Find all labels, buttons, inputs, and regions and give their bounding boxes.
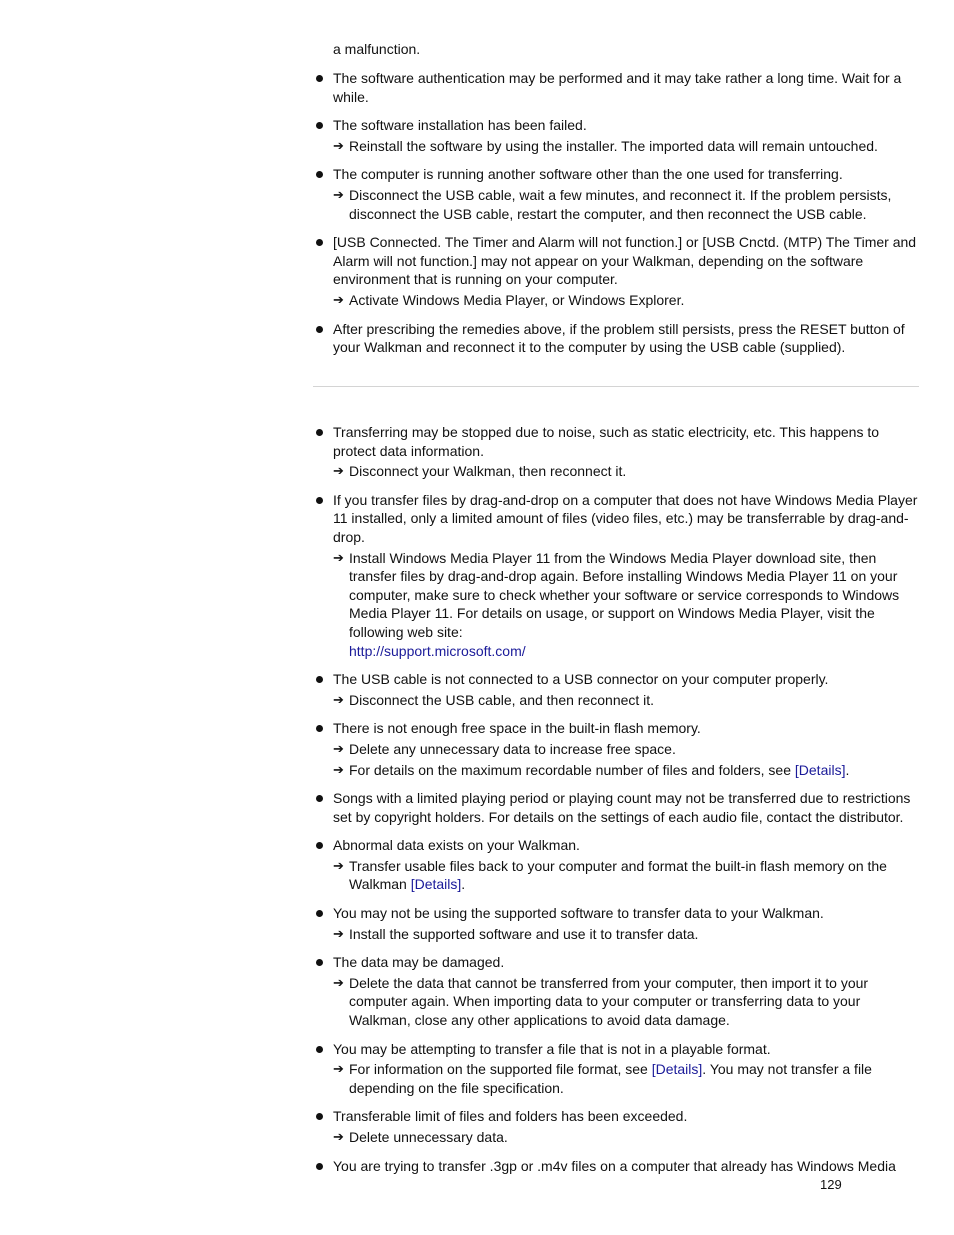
item-text: The computer is running another software other than the one used for transferring. bbox=[333, 166, 843, 183]
item-text: Abnormal data exists on your Walkman. bbox=[333, 837, 580, 854]
remedy-text: Disconnect your Walkman, then reconnect it. bbox=[349, 463, 627, 480]
remedy-text-after: . bbox=[845, 761, 850, 778]
list-item bbox=[313, 836, 919, 894]
section-transfer-problems bbox=[313, 423, 919, 1185]
remedy-text: Transfer usable files back to your computer and format the built-in flash memory on the Walkman bbox=[349, 857, 887, 893]
list-item bbox=[313, 69, 919, 106]
bullet-icon bbox=[316, 239, 323, 246]
remedy-text: Reinstall the software by using the installer. The imported data will remain untouched. bbox=[349, 137, 878, 154]
remedy-item bbox=[333, 761, 919, 780]
remedy-item bbox=[333, 1060, 919, 1097]
details-link[interactable]: [Details] bbox=[794, 761, 846, 778]
remedy-item bbox=[333, 1128, 919, 1147]
remedy-item bbox=[333, 462, 919, 481]
list-item bbox=[313, 320, 919, 357]
bullet-icon bbox=[316, 959, 323, 966]
bullet-icon bbox=[316, 429, 323, 436]
remedy-text-after: . bbox=[461, 876, 466, 893]
remedy-text: Delete any unnecessary data to increase free space. bbox=[349, 740, 676, 757]
remedy-item bbox=[333, 137, 919, 156]
bullet-icon bbox=[316, 122, 323, 129]
bullet-icon bbox=[316, 1113, 323, 1120]
list-item bbox=[313, 116, 919, 155]
troubleshooting-list bbox=[313, 423, 919, 1175]
bullet-icon bbox=[316, 795, 323, 802]
list-item bbox=[313, 1157, 919, 1176]
list-item bbox=[313, 165, 919, 223]
page-number: 129 bbox=[820, 1177, 842, 1192]
bullet-icon bbox=[316, 326, 323, 333]
remedy-text: Install Windows Media Player 11 from the Windows Media Player download site, then transfer files by drag-and-drop again. Before installing Windows Media Player 11 on your computer, make sure to check whether your software or service corresponds to Windows Media Player 11. For details on usage, or support on Windows Media Player, visit the following web site: bbox=[349, 549, 900, 640]
list-item bbox=[313, 233, 919, 309]
arrow-right-icon: ➔ bbox=[333, 691, 344, 707]
arrow-right-icon: ➔ bbox=[333, 186, 344, 202]
troubleshooting-list bbox=[313, 69, 919, 357]
remedy-text: Delete the data that cannot be transferred from your computer, then import it to your computer again. When importing data to your computer or transferring data to your Walkman, close any other applications to avoid data damage. bbox=[349, 974, 869, 1029]
remedy-item bbox=[333, 857, 919, 894]
bullet-icon bbox=[316, 75, 323, 82]
item-text: Transferable limit of files and folders has been exceeded. bbox=[333, 1108, 688, 1125]
list-item bbox=[313, 423, 919, 481]
arrow-right-icon: ➔ bbox=[333, 1129, 344, 1144]
item-text: The data may be damaged. bbox=[333, 954, 505, 971]
section-usb-connection bbox=[313, 69, 919, 367]
arrow-right-icon: ➔ bbox=[333, 1061, 344, 1077]
remedy-text: Activate Windows Media Player, or Windows Explorer. bbox=[349, 291, 685, 308]
list-item bbox=[313, 1040, 919, 1098]
bullet-icon bbox=[316, 497, 323, 504]
list-item bbox=[313, 719, 919, 779]
item-text: Transferring may be stopped due to noise, such as static electricity, etc. This happens to protect data information. bbox=[333, 424, 880, 459]
remedy-text: Disconnect the USB cable, and then reconnect it. bbox=[349, 691, 655, 708]
bullet-icon bbox=[316, 1046, 323, 1053]
remedy-text: Install the supported software and use it to transfer data. bbox=[349, 925, 699, 942]
arrow-right-icon: ➔ bbox=[333, 291, 344, 307]
item-text: You may not be using the supported software to transfer data to your Walkman. bbox=[333, 905, 824, 922]
continuation-text: a malfunction. bbox=[333, 41, 421, 57]
remedy-text-after: . You may not transfer a file depending on the file specification. bbox=[349, 1061, 872, 1096]
list-item bbox=[313, 904, 919, 943]
remedy-item bbox=[333, 549, 919, 661]
arrow-right-icon: ➔ bbox=[333, 925, 344, 941]
section-divider bbox=[313, 386, 919, 387]
item-text: [USB Connected. The Timer and Alarm will not function.] or [USB Cnctd. (MTP) The Timer and Alarm will not function.] may not appear on your Walkman, depending on the software environment that is running on your computer. bbox=[333, 234, 917, 288]
details-link[interactable]: [Details] bbox=[410, 876, 462, 893]
arrow-right-icon: ➔ bbox=[333, 463, 344, 479]
remedy-item bbox=[333, 740, 919, 759]
arrow-right-icon: ➔ bbox=[333, 974, 344, 990]
list-item bbox=[313, 491, 919, 660]
remedy-text: Disconnect the USB cable, wait a few minutes, and reconnect it. If the problem persists, disconnect the USB cable, restart the computer, and then reconnect the USB cable. bbox=[349, 186, 892, 222]
bullet-icon bbox=[316, 171, 323, 178]
item-text: The USB cable is not connected to a USB connector on your computer properly. bbox=[333, 671, 829, 688]
item-text: The software installation has been failed. bbox=[333, 117, 587, 134]
arrow-right-icon: ➔ bbox=[333, 137, 344, 153]
remedy-item bbox=[333, 925, 919, 944]
arrow-right-icon: ➔ bbox=[333, 549, 344, 565]
arrow-right-icon: ➔ bbox=[333, 761, 344, 777]
item-text: You are trying to transfer .3gp or .m4v files on a computer that already has Windows Media bbox=[333, 1157, 896, 1174]
remedy-item bbox=[333, 691, 919, 710]
remedy-text: For details on the maximum recordable number of files and folders, see bbox=[349, 761, 795, 778]
bullet-icon bbox=[316, 842, 323, 849]
item-text: Songs with a limited playing period or playing count may not be transferred due to restrictions set by copyright holders. For details on the settings of each audio file, contact the distributor. bbox=[333, 790, 911, 825]
arrow-right-icon: ➔ bbox=[333, 857, 344, 873]
support-url-link[interactable]: http://support.microsoft.com/ bbox=[349, 642, 526, 659]
arrow-right-icon: ➔ bbox=[333, 740, 344, 756]
item-text: If you transfer files by drag-and-drop on a computer that does not have Windows Media Player 11 installed, only a limited amount of files (video files, etc.) may be transferrable by drag-and-drop. bbox=[333, 491, 918, 545]
bullet-icon bbox=[316, 910, 323, 917]
item-text: There is not enough free space in the built-in flash memory. bbox=[333, 720, 701, 737]
remedy-item bbox=[333, 186, 919, 223]
list-item bbox=[313, 789, 919, 826]
remedy-item bbox=[333, 291, 919, 310]
remedy-text: Delete unnecessary data. bbox=[349, 1129, 508, 1145]
details-link[interactable]: [Details] bbox=[651, 1061, 703, 1078]
bullet-icon bbox=[316, 1163, 323, 1170]
list-item bbox=[313, 1107, 919, 1146]
item-text: After prescribing the remedies above, if the problem still persists, press the RESET button of your Walkman and reconnect it to the computer by using the USB cable (supplied). bbox=[333, 320, 905, 356]
bullet-icon bbox=[316, 676, 323, 683]
item-text: You may be attempting to transfer a file that is not in a playable format. bbox=[333, 1040, 771, 1057]
remedy-text: For information on the supported file format, see bbox=[349, 1061, 652, 1078]
list-item bbox=[313, 670, 919, 709]
bullet-icon bbox=[316, 725, 323, 732]
item-text: The software authentication may be performed and it may take rather a long time. Wait for a while. bbox=[333, 70, 902, 105]
list-item bbox=[313, 953, 919, 1029]
remedy-item bbox=[333, 974, 919, 1030]
